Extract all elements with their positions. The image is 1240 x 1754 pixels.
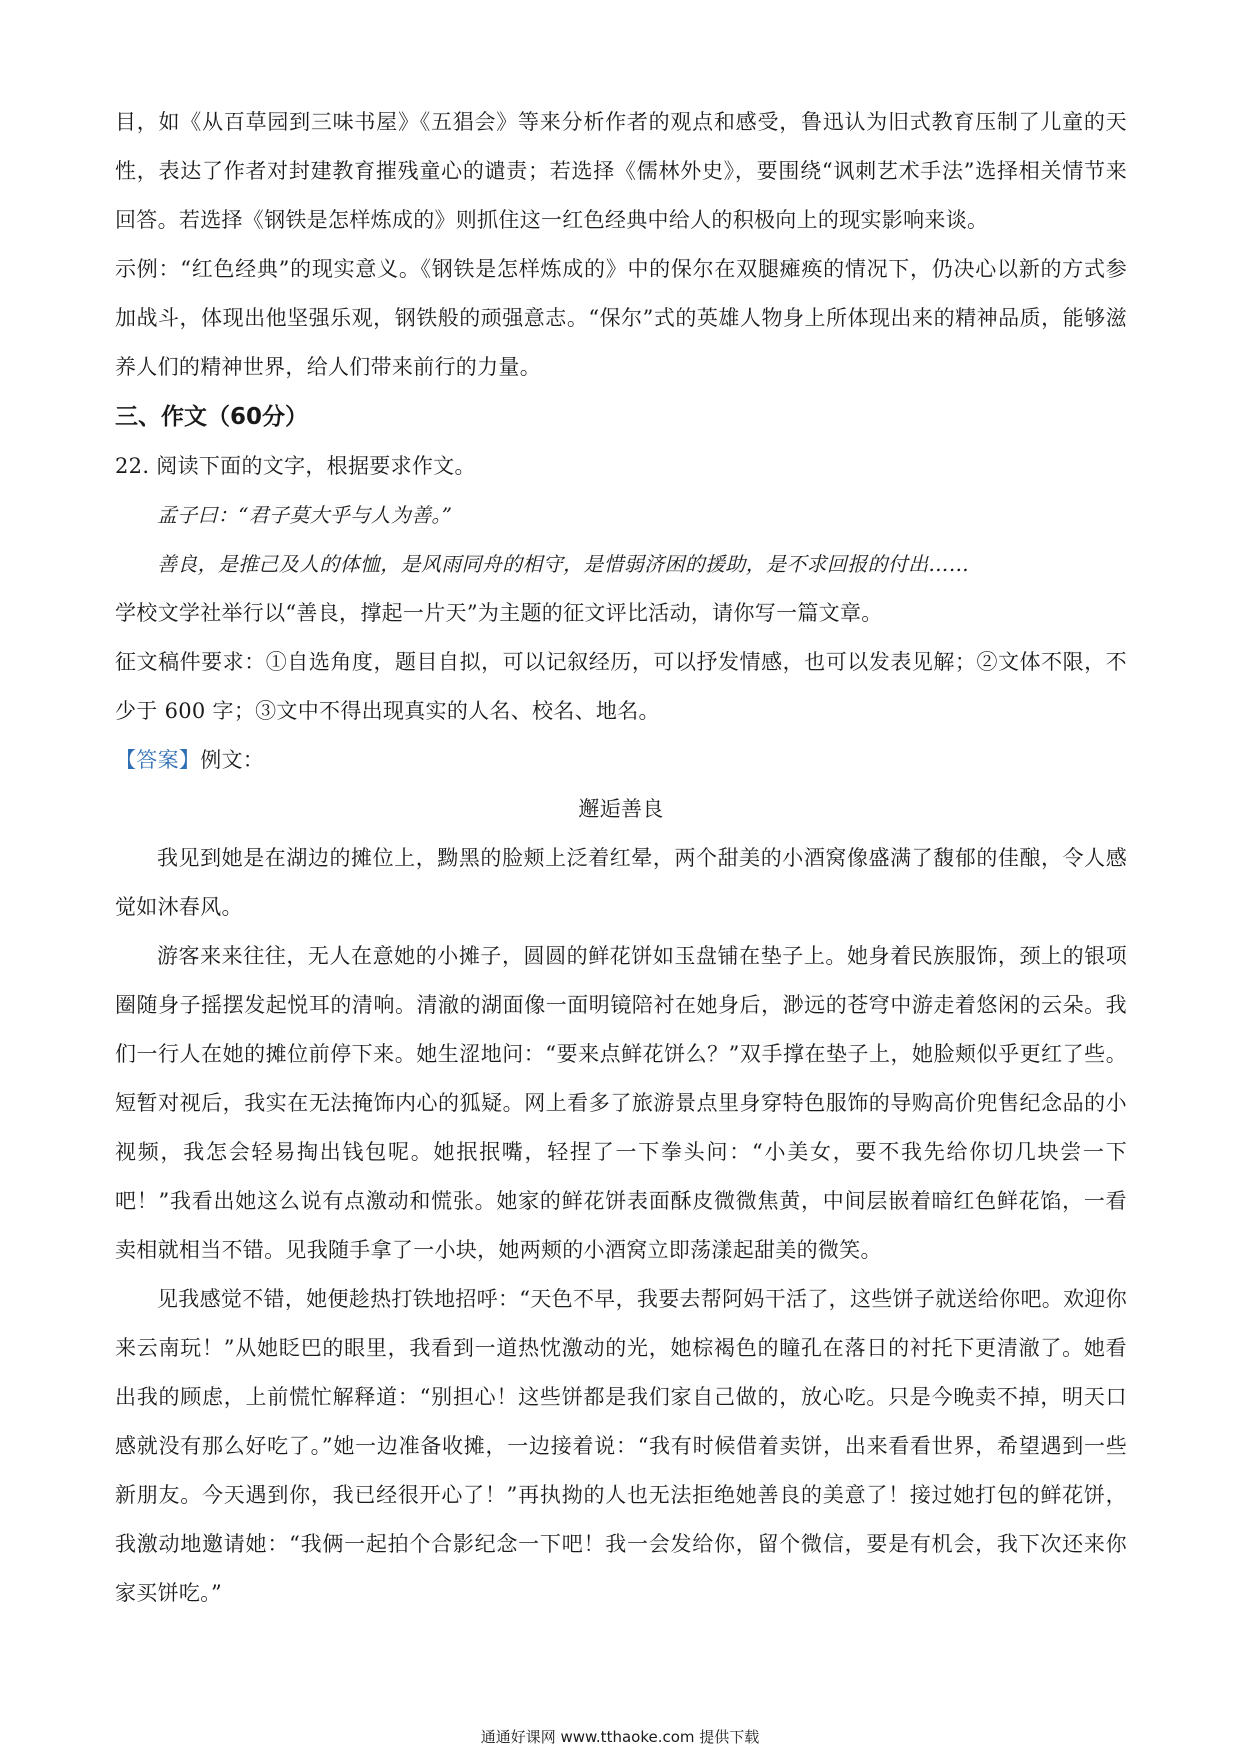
analysis-example: 示例：“红色经典”的现实意义。《钢铁是怎样炼成的》中的保尔在双腿瘫痪的情况下，仍决心以新的方式参加战斗，体现出他坚强乐观，钢铁般的顽强意志。“保尔”式的英雄人物身上所体现出来的精神品质，能够滋养人们的精神世界，给人们带来前行的力量。 <box>115 257 1127 379</box>
essay-paragraph: 见我感觉不错，她便趁热打铁地招呼：“天色不早，我要去帮阿妈干活了，这些饼子就送给你吧。欢迎你来云南玩！”从她眨巴的眼里，我看到一道热忱激动的光，她棕褐色的瞳孔在落日的衬托下更清澈了。她看出我的顾虑，上前慌忙解释道：“别担心！这些饼都是我们家自己做的，放心吃。只是今晚卖不掉，明天口感就没有那么好吃了。”她一边准备收摊，一边接着说：“我有时候借着卖饼，出来看看世界，希望遇到一些新朋友。今天遇到你，我已经很开心了！”再执拗的人也无法拒绝她善良的美意了！接过她打包的鲜花饼，我激动地邀请她：“我俩一起拍个合影纪念一下吧！我一会发给你，留个微信，要是有机会，我下次还来你家买饼吃。” <box>115 1287 1127 1605</box>
page-content <box>115 98 1127 1618</box>
answer-tag: 【答案】 <box>115 748 201 772</box>
answer-label: 例文： <box>200 748 265 772</box>
question-requirements: 征文稿件要求：①自选角度，题目自拟，可以记叙经历，可以抒发情感，也可以发表见解；②文体不限，不少于 600 字；③文中不得出现真实的人名、校名、地名。 <box>115 650 1127 723</box>
section-heading: 三、作文（60分） <box>115 404 309 430</box>
footer-source: 通通好课网 www.tthaoke.com 提供下载 <box>480 1728 760 1746</box>
question-task: 学校文学社举行以“善良，撑起一片天”为主题的征文评比活动，请你写一篇文章。 <box>115 601 883 625</box>
analysis-paragraph: 目，如《从百草园到三味书屋》《五猖会》等来分析作者的观点和感受，鲁迅认为旧式教育压制了儿童的天性，表达了作者对封建教育摧残童心的谴责；若选择《儒林外史》，要围绕“讽刺艺术手法”选择相关情节来回答。若选择《钢铁是怎样炼成的》则抓住这一红色经典中给人的积极向上的现实影响来谈。 <box>115 110 1127 232</box>
essay-title: 邂逅善良 <box>578 797 664 821</box>
question-quote-mencius: 孟子曰：“君子莫大乎与人为善。” <box>157 503 453 527</box>
essay-paragraph: 我见到她是在湖边的摊位上，黝黑的脸颊上泛着红晕，两个甜美的小酒窝像盛满了馥郁的佳酿，令人感觉如沐春风。 <box>115 846 1127 919</box>
essay-paragraph: 游客来来往往，无人在意她的小摊子，圆圆的鲜花饼如玉盘铺在垫子上。她身着民族服饰，颈上的银项圈随身子摇摆发起悦耳的清响。清澈的湖面像一面明镜陪衬在她身后，渺远的苍穹中游走着悠闲的云朵。我们一行人在她的摊位前停下来。她生涩地问：“要来点鲜花饼么？”双手撑在垫子上，她脸颊似乎更红了些。短暂对视后，我实在无法掩饰内心的狐疑。网上看多了旅游景点里身穿特色服饰的导购高价兜售纪念品的小视频，我怎会轻易掏出钱包呢。她抿抿嘴，轻捏了一下拳头问：“小美女，要不我先给你切几块尝一下吧！”我看出她这么说有点激动和慌张。她家的鲜花饼表面酥皮微微焦黄，中间层嵌着暗红色鲜花馅，一看卖相就相当不错。见我随手拿了一小块，她两颊的小酒窝立即荡漾起甜美的微笑。 <box>115 944 1127 1262</box>
question-prompt: 22. 阅读下面的文字，根据要求作文。 <box>115 454 476 478</box>
answer-line <box>115 736 1127 785</box>
question-quote-kindness: 善良，是推己及人的体恤，是风雨同舟的相守，是惜弱济困的援助，是不求回报的付出…… <box>157 552 969 576</box>
